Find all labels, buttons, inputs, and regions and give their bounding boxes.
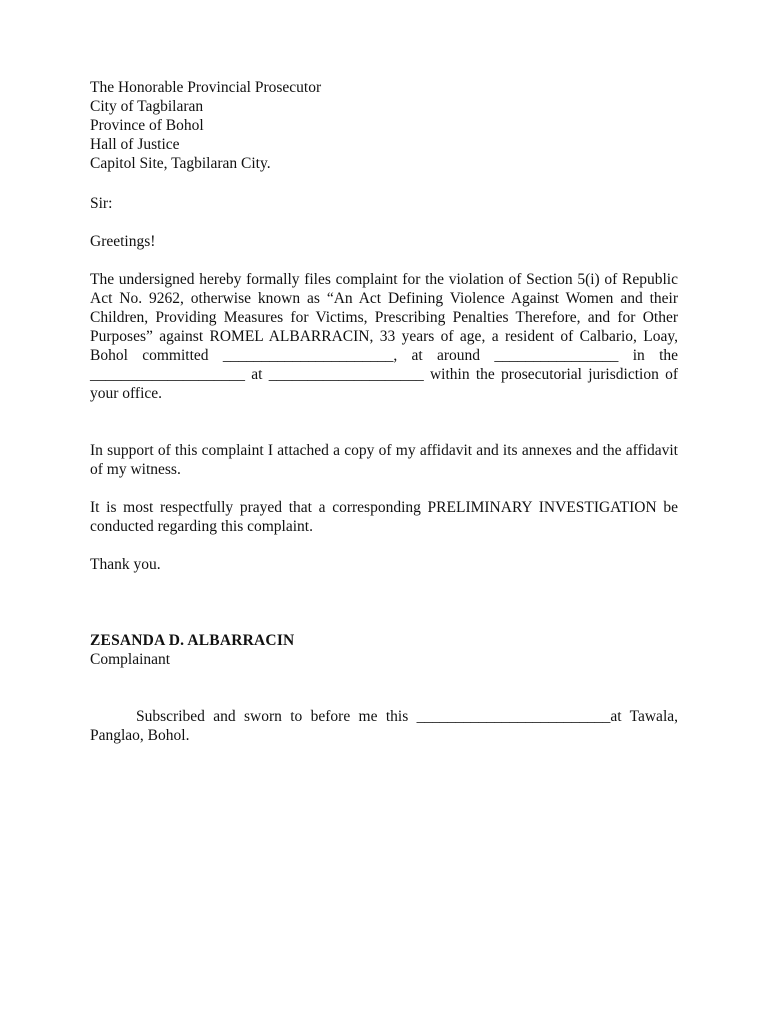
closing-line: Thank you. (90, 556, 161, 573)
support-paragraph-block (90, 441, 678, 479)
prayer-paragraph: It is most respectfully prayed that a corresponding PRELIMINARY INVESTIGATION be conducted regarding this complaint. (90, 499, 678, 535)
signatory-role: Complainant (90, 651, 171, 668)
addressee-line: City of Tagbilaran (90, 98, 204, 115)
addressee-line: Province of Bohol (90, 117, 204, 134)
support-paragraph: In support of this complaint I attached a copy of my affidavit and its annexes and the affidavit of my witness. (90, 442, 678, 478)
jurat-block (90, 707, 678, 745)
complaint-paragraph-block (90, 270, 678, 403)
addressee-block (90, 78, 678, 173)
complaint-paragraph: The undersigned hereby formally files complaint for the violation of Section 5(i) of Republic Act No. 9262, otherwise known as “An Act Defining Violence Against Women and their Children, Providing Measures for Victims, Prescribing Penalties Therefore, and for Other Purposes” against ROMEL ALBARRACIN, 33 years of age, a resident of Calbario, Loay, Bohol committed ______________________, at around ________________ in the ____________________ at ____________________ within the prosecutorial jurisdiction of your office. (90, 271, 678, 402)
signature-block (90, 631, 678, 669)
signatory-name: ZESANDA D. ALBARRACIN (90, 632, 295, 649)
prayer-paragraph-block (90, 498, 678, 536)
salutation: Sir: (90, 195, 113, 212)
addressee-line: Capitol Site, Tagbilaran City. (90, 155, 271, 172)
jurat-text: Subscribed and sworn to before me this _________________________at Tawala, Panglao, Bohol. (90, 708, 678, 744)
greeting: Greetings! (90, 233, 156, 250)
addressee-line: Hall of Justice (90, 136, 180, 153)
addressee-line: The Honorable Provincial Prosecutor (90, 79, 322, 96)
